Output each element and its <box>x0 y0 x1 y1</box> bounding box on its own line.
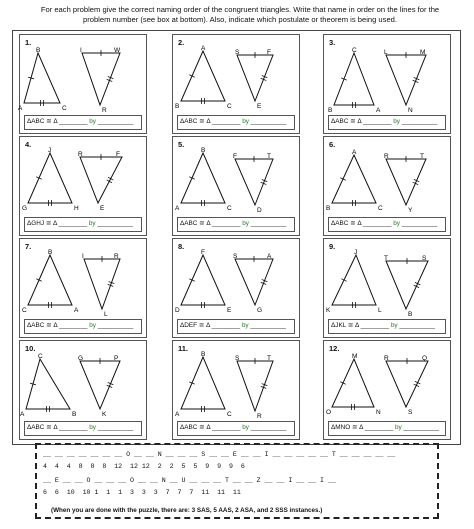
vertex-label: A <box>74 307 79 314</box>
vertex-label: I <box>80 47 82 54</box>
vertex-label: O <box>326 409 332 416</box>
problem-number: 5. <box>178 140 185 149</box>
vertex-label: K <box>102 411 107 418</box>
answer-blank[interactable]: ________ <box>358 322 391 329</box>
answer-prefix: ΔJKL ≅ Δ <box>331 322 359 329</box>
postulate-blank[interactable]: __________ <box>248 424 287 431</box>
vertex-label: C <box>352 47 357 54</box>
puzzle-row2-numbers: 6 6 10 10 1 1 1 3 3 3 7 7 7 11 11 11 <box>43 489 241 496</box>
vertex-label: T <box>420 153 424 160</box>
vertex-label: S <box>422 255 427 262</box>
problem-number: 10. <box>25 344 36 353</box>
answer-line[interactable] <box>177 421 295 436</box>
postulate-blank[interactable]: __________ <box>95 220 133 227</box>
triangle-figure <box>324 145 450 217</box>
answer-prefix: ΔMNO ≅ Δ <box>331 424 363 431</box>
problem-cell <box>323 340 451 440</box>
vertex-label: A <box>175 411 180 418</box>
problem-number: 6. <box>329 140 336 149</box>
by-label: by <box>241 322 249 329</box>
answer-blank[interactable]: ________ <box>361 220 394 227</box>
triangle <box>80 157 122 203</box>
postulate-blank[interactable]: __________ <box>95 118 134 125</box>
by-label: by <box>89 322 96 329</box>
vertex-label: K <box>326 307 331 314</box>
vertex-label: B <box>201 351 206 358</box>
vertex-label: C <box>227 205 232 212</box>
vertex-label: B <box>72 411 77 418</box>
triangle <box>28 153 72 203</box>
answer-blank[interactable]: ________ <box>361 118 394 125</box>
problem-number: 1. <box>25 38 32 47</box>
problem-number: 4. <box>25 140 32 149</box>
postulate-blank[interactable]: __________ <box>399 220 438 227</box>
triangle-figure <box>173 145 299 217</box>
answer-blank[interactable]: ________ <box>363 424 395 431</box>
triangle <box>386 361 428 407</box>
answer-blank[interactable]: ________ <box>57 424 90 431</box>
vertex-label: S <box>408 409 413 416</box>
vertex-label: D <box>175 307 180 314</box>
vertex-label: C <box>62 105 67 112</box>
puzzle-row1-numbers: 4 4 4 8 8 8 12 12 12 2 2 5 5 9 9 9 6 <box>43 463 245 470</box>
triangle-figure <box>20 247 146 319</box>
vertex-label: T <box>267 153 271 160</box>
triangle <box>80 361 120 409</box>
vertex-label: E <box>257 103 262 110</box>
vertex-label: R <box>384 153 389 160</box>
answer-prefix: ΔABC ≅ Δ <box>180 220 211 227</box>
triangle <box>181 153 225 203</box>
puzzle-row1-letters: __ __ __ __ __ __ __ O __ __ N __ __ __ S __ __ E __ __ I __ __ __ __ __ T __ __ __ __ __ <box>43 451 396 458</box>
answer-prefix: ΔDEF ≅ Δ <box>180 322 210 329</box>
vertex-label: R <box>78 151 83 158</box>
vertex-label: A <box>18 105 23 112</box>
problem-number: 2. <box>178 38 185 47</box>
puzzle-box <box>35 443 439 519</box>
by-label: by <box>89 424 96 431</box>
triangle <box>237 361 273 411</box>
answer-blank[interactable]: ________ <box>57 118 90 125</box>
vertex-label: F <box>201 249 205 256</box>
triangle <box>235 259 273 305</box>
postulate-blank[interactable]: __________ <box>248 322 286 329</box>
problem-cell <box>323 238 451 338</box>
vertex-label: R <box>102 107 107 114</box>
triangle-figure <box>173 349 299 421</box>
vertex-label: M <box>352 353 358 360</box>
vertex-label: B <box>328 107 333 114</box>
answer-prefix: ΔABC ≅ Δ <box>27 322 58 329</box>
puzzle-note: (When you are done with the puzzle, there are: 3 SAS, 5 AAS, 2 ASA, and 2 SSS instances.) <box>51 507 323 514</box>
vertex-label: F <box>233 153 237 160</box>
answer-line[interactable] <box>24 319 142 334</box>
answer-line[interactable] <box>177 319 295 334</box>
triangle <box>181 357 225 409</box>
answer-blank[interactable]: ________ <box>209 322 242 329</box>
problem-cell <box>19 34 147 134</box>
triangle <box>235 159 273 205</box>
instructions: For each problem give the correct naming order of the congruent triangles. Write that name in order on the lines for the problem number (see box at bottom). Also, indicate which postulate or theorem is being used. <box>40 5 440 24</box>
answer-line[interactable] <box>177 115 295 130</box>
answer-prefix: ΔABC ≅ Δ <box>180 424 211 431</box>
vertex-label: E <box>227 307 232 314</box>
triangle <box>84 259 120 309</box>
vertex-label: N <box>376 409 381 416</box>
problem-cell <box>323 34 451 134</box>
vertex-label: D <box>257 207 262 214</box>
triangle <box>24 53 60 103</box>
vertex-label: N <box>408 107 413 114</box>
problem-number: 12. <box>329 344 340 353</box>
problem-number: 11. <box>178 344 189 353</box>
vertex-label: C <box>22 307 27 314</box>
triangle <box>386 55 426 105</box>
vertex-label: B <box>201 147 206 154</box>
vertex-label: C <box>227 411 232 418</box>
answer-line[interactable] <box>177 217 295 232</box>
vertex-label: A <box>20 411 25 418</box>
answer-line[interactable] <box>24 421 142 436</box>
problem-number: 7. <box>25 242 32 251</box>
problem-cell <box>19 340 147 440</box>
vertex-label: C <box>227 103 232 110</box>
vertex-label: L <box>378 307 382 314</box>
answer-blank[interactable]: ________ <box>57 322 90 329</box>
by-label: by <box>390 322 398 329</box>
problem-number: 8. <box>178 242 185 251</box>
vertex-label: B <box>408 311 413 318</box>
vertex-label: T <box>384 255 388 262</box>
triangle <box>386 159 426 205</box>
problem-cell <box>172 340 300 440</box>
postulate-blank[interactable]: __________ <box>397 322 435 329</box>
answer-prefix: ΔGHJ ≅ Δ <box>27 220 57 227</box>
triangle <box>237 55 273 101</box>
triangle-figure <box>173 247 299 319</box>
problem-cell <box>19 238 147 338</box>
by-label: by <box>242 220 249 227</box>
vertex-label: R <box>257 413 262 420</box>
vertex-label: S <box>233 253 238 260</box>
vertex-label: F <box>267 49 271 56</box>
answer-line[interactable] <box>24 115 142 130</box>
problem-cell <box>172 34 300 134</box>
vertex-label: A <box>201 45 206 52</box>
by-label: by <box>242 424 249 431</box>
triangle <box>334 53 374 105</box>
vertex-label: L <box>104 311 108 318</box>
triangle <box>28 255 72 305</box>
vertex-label: G <box>257 307 263 314</box>
answer-line[interactable] <box>24 217 142 232</box>
vertex-label: M <box>420 49 426 56</box>
by-label: by <box>242 118 249 125</box>
vertex-label: C <box>38 353 43 360</box>
vertex-label: S <box>235 49 240 56</box>
vertex-label: B <box>326 205 331 212</box>
vertex-label: A <box>267 253 272 260</box>
vertex-label: J <box>354 249 358 256</box>
triangle-figure <box>20 145 146 217</box>
triangle <box>332 359 374 407</box>
vertex-label: B <box>48 249 53 256</box>
answer-blank[interactable]: ________ <box>210 220 243 227</box>
problem-grid <box>12 30 461 445</box>
vertex-label: F <box>116 151 120 158</box>
triangle <box>332 255 376 305</box>
problem-number: 3. <box>329 38 336 47</box>
by-label: by <box>395 424 402 431</box>
answer-line[interactable] <box>328 319 446 334</box>
answer-blank[interactable]: ________ <box>56 220 89 227</box>
problem-cell <box>19 136 147 236</box>
triangle-figure <box>20 349 146 421</box>
vertex-label: T <box>267 355 271 362</box>
vertex-label: A <box>352 149 357 156</box>
vertex-label: Y <box>408 207 413 214</box>
answer-line[interactable] <box>328 217 446 232</box>
vertex-label: I <box>82 253 84 260</box>
answer-prefix: ΔABC ≅ Δ <box>27 118 58 125</box>
puzzle-row2-letters: __ E __ __ O __ __ __ O __ __ N __ U __ __ __ T __ __ Z __ __ I __ __ I __ <box>43 477 336 484</box>
vertex-label: J <box>48 147 52 154</box>
vertex-label: S <box>235 355 240 362</box>
vertex-label: Q <box>422 355 428 362</box>
triangle-figure <box>173 43 299 115</box>
triangle <box>181 255 225 305</box>
triangle-figure <box>324 43 450 115</box>
vertex-label: P <box>114 355 119 362</box>
vertex-label: C <box>378 205 383 212</box>
triangle <box>181 51 225 101</box>
vertex-label: E <box>100 205 105 212</box>
answer-blank[interactable]: ________ <box>210 118 243 125</box>
triangle <box>332 155 376 203</box>
postulate-blank[interactable]: __________ <box>399 118 438 125</box>
vertex-label: R <box>114 253 119 260</box>
triangle-figure <box>324 349 450 421</box>
by-label: by <box>88 220 96 227</box>
by-label: by <box>393 118 400 125</box>
triangle <box>82 53 120 105</box>
answer-prefix: ΔABC ≅ Δ <box>27 424 58 431</box>
problem-number: 9. <box>329 242 336 251</box>
triangle-figure <box>20 43 146 115</box>
problem-cell <box>172 238 300 338</box>
postulate-blank[interactable]: __________ <box>95 322 134 329</box>
vertex-label: A <box>175 205 180 212</box>
vertex-label: A <box>376 107 381 114</box>
vertex-label: G <box>22 205 28 212</box>
by-label: by <box>393 220 400 227</box>
vertex-label: W <box>114 47 121 54</box>
vertex-label: G <box>78 355 84 362</box>
vertex-label: H <box>74 205 79 212</box>
problem-cell <box>323 136 451 236</box>
postulate-blank[interactable]: __________ <box>248 118 287 125</box>
answer-prefix: ΔABC ≅ Δ <box>331 220 362 227</box>
by-label: by <box>89 118 96 125</box>
answer-line[interactable] <box>328 421 446 436</box>
answer-line[interactable] <box>328 115 446 130</box>
vertex-label: B <box>36 47 41 54</box>
postulate-blank[interactable]: __________ <box>401 424 440 431</box>
triangle <box>386 261 428 309</box>
vertex-label: L <box>384 49 388 56</box>
triangle-figure <box>324 247 450 319</box>
postulate-blank[interactable]: __________ <box>95 424 134 431</box>
vertex-label: B <box>175 103 180 110</box>
problem-cell <box>172 136 300 236</box>
answer-blank[interactable]: ________ <box>210 424 243 431</box>
vertex-label: R <box>384 355 389 362</box>
postulate-blank[interactable]: __________ <box>248 220 287 227</box>
answer-prefix: ΔABC ≅ Δ <box>180 118 211 125</box>
answer-prefix: ΔABC ≅ Δ <box>331 118 362 125</box>
